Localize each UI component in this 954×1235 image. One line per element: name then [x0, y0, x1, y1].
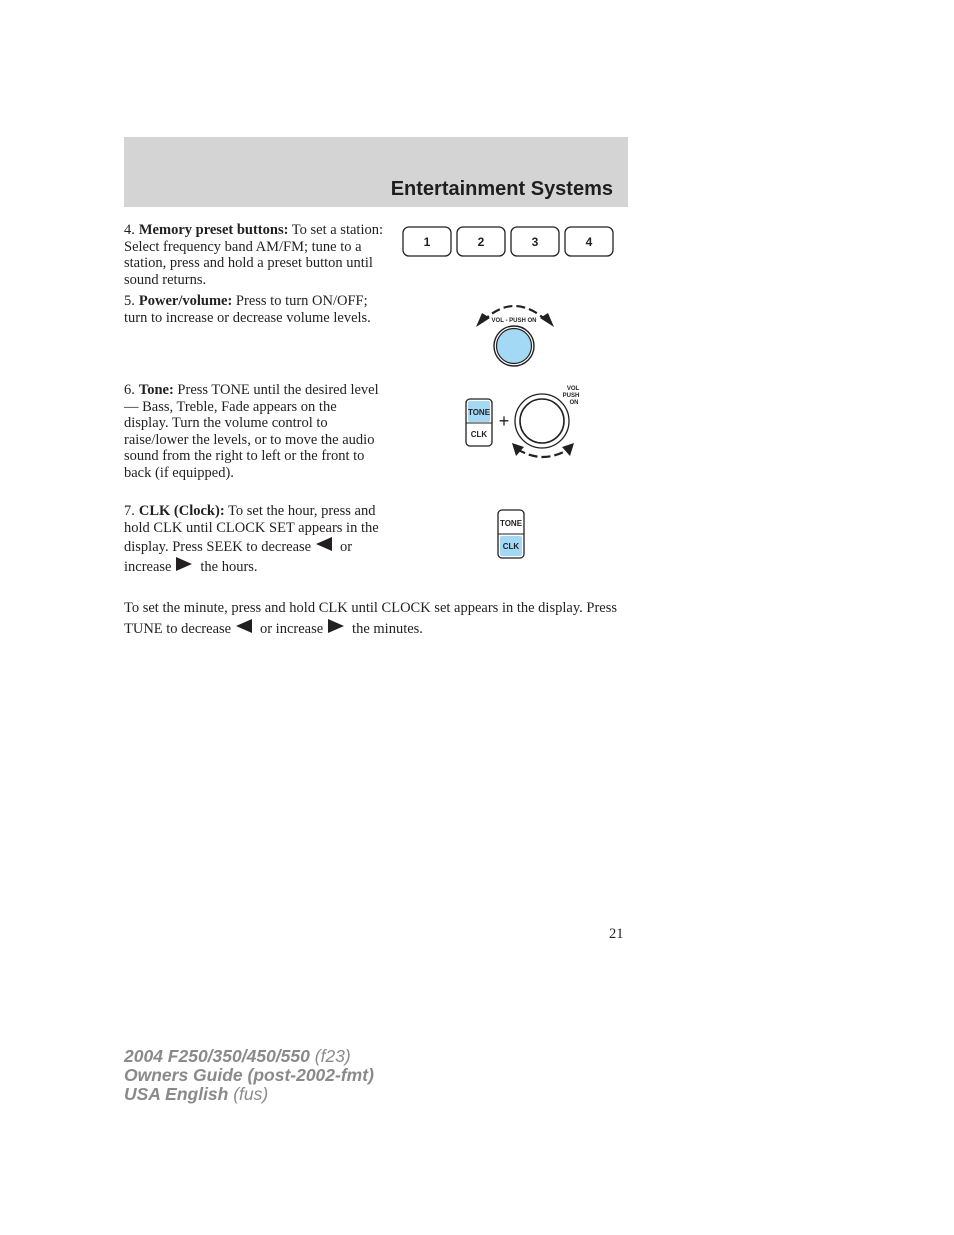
document-footer: [124, 1047, 374, 1104]
item-text: Press TONE until the desired level — Bass, Treble, Fade appears on the display. Turn the volume control to raise/lower the levels, or to move the audio sound from the right to left or the front to back (if equipped).: [124, 382, 379, 481]
tone-clk-illustration: [497, 509, 525, 559]
paragraph-text: or increase: [259, 621, 324, 637]
preset-button-label: 4: [585, 235, 593, 249]
footer-language: USA English: [124, 1084, 229, 1104]
paragraph-text: the minutes.: [352, 621, 423, 637]
minutes-paragraph: [124, 598, 628, 639]
preset-button-3: [511, 227, 559, 256]
vol-push-on-label: VOL - PUSH ON: [491, 318, 537, 324]
tone-button-label: TONE: [467, 408, 491, 417]
item-text: increase: [124, 558, 172, 575]
preset-button-label: 1: [423, 235, 431, 249]
item-number: 6.: [124, 382, 135, 398]
item-tone: [124, 382, 379, 481]
vol-label: VOL: [566, 386, 580, 392]
preset-button-label: 2: [477, 235, 485, 249]
tone-volume-illustration: [465, 383, 583, 463]
preset-button-2: [457, 227, 505, 256]
tone-button-label: TONE: [499, 519, 523, 528]
tone-clk-button-group: [466, 399, 492, 446]
plus-sign: +: [498, 411, 510, 431]
item-text: To set a station: Select frequency band AM/FM; tune to a station, press and hold a preset button until sound returns.: [124, 222, 384, 288]
item-power-volume: [124, 293, 372, 326]
item-title: Tone:: [138, 382, 174, 398]
section-title: Entertainment Systems: [390, 178, 613, 200]
item-text: To set the hour, press and hold CLK until CLOCK SET appears in the display. Press SEEK to decrease: [124, 503, 379, 555]
volume-knob-illustration: [472, 296, 558, 372]
footer-guide: Owners Guide (post-2002-fmt): [124, 1065, 374, 1085]
item-text: the hours.: [200, 558, 258, 575]
tune-increase-icon: [327, 618, 345, 634]
on-label: ON: [569, 400, 579, 406]
paragraph-text: To set the minute, press and hold CLK until CLOCK set appears in the display. Press TUNE to decrease: [124, 600, 617, 637]
footer-model: 2004 F250/350/450/550: [124, 1046, 310, 1066]
item-number: 5.: [124, 293, 135, 309]
arrow-right-icon: [540, 313, 554, 327]
item-number: 7.: [124, 503, 135, 519]
push-label: PUSH: [562, 393, 580, 399]
item-text: or: [340, 539, 353, 555]
section-header-band: [124, 137, 628, 207]
preset-button-label: 3: [531, 235, 539, 249]
arrow-right-icon: [562, 443, 574, 456]
item-number: 4.: [124, 222, 135, 238]
volume-knob: [497, 329, 532, 364]
item-title: Memory preset buttons:: [138, 222, 289, 238]
page-number: 21: [609, 926, 624, 942]
footer-model-code: (f23): [314, 1046, 351, 1066]
item-clock: [124, 503, 382, 575]
seek-increase-icon: [175, 556, 193, 572]
preset-button-1: [403, 227, 451, 256]
seek-decrease-icon: [315, 536, 333, 552]
clk-button-label: CLK: [502, 542, 520, 551]
item-memory-preset: [124, 222, 406, 288]
footer-language-code: (fus): [233, 1084, 269, 1104]
preset-button-4: [565, 227, 613, 256]
item-title: Power/volume:: [138, 293, 233, 309]
clk-button-label: CLK: [470, 430, 488, 439]
item-title: CLK (Clock):: [138, 503, 225, 519]
arrow-left-icon: [512, 443, 524, 456]
preset-buttons-illustration: [402, 226, 614, 258]
arrow-left-icon: [476, 313, 490, 327]
tune-decrease-icon: [235, 618, 253, 634]
item-text: Press to turn ON/OFF; turn to increase or decrease volume levels.: [124, 293, 371, 326]
